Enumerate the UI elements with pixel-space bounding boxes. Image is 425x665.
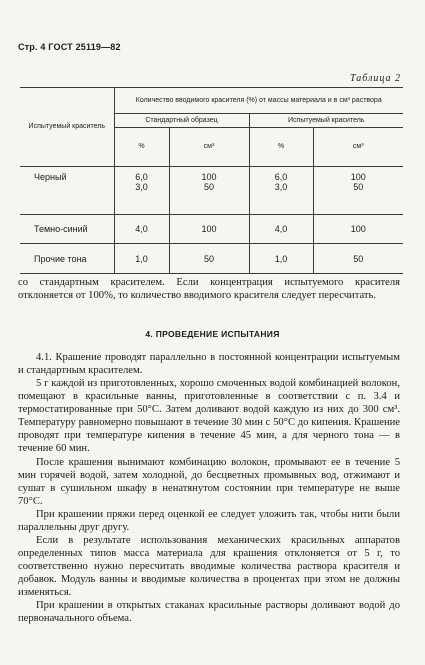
subheader-tested: Испытуемый краситель xyxy=(249,114,403,128)
paragraph: При крашении пряжи перед оценкой ее следует уложить так, чтобы нити были параллельны друг другу. xyxy=(18,509,400,533)
column-header-dye: Испытуемый краситель xyxy=(20,88,114,167)
section-title: 4. ПРОВЕДЕНИЕ ИСПЫТАНИЯ xyxy=(145,329,280,339)
table-cell: 100 xyxy=(169,215,249,244)
table-cell: 6,0 3,0 xyxy=(249,167,313,215)
table-cell: 50 xyxy=(169,244,249,274)
table-cell: 6,0 3,0 xyxy=(114,167,169,215)
paragraph: Если в результате использования механических красильных аппаратов определенных типов масса материала для крашения отклоняется от 5 г, то соответственно нужно пересчитать вводимые количества раствора красителя и добавок. Модуль ванны и вводимые количества в процентах при этом не должны изменяться. xyxy=(18,535,400,598)
table-cell: 1,0 xyxy=(249,244,313,274)
page-header: Стр. 4 ГОСТ 25119—82 xyxy=(18,42,121,52)
unit-percent: % xyxy=(114,128,169,167)
table-cell: 50 xyxy=(313,244,403,274)
paragraph: После крашения вынимают комбинацию волокон, промывают ее в течение 5 мин горячей водой, затем холодной, до бесцветных промывных вод, отжимают и сушат в сушильном шкафу в ненатянутом состоянии при температуре не выше 70°С. xyxy=(18,457,400,507)
table-caption: Таблица 2 xyxy=(350,73,401,84)
paragraph: При крашении в открытых стаканах красильные растворы доливают водой до первоначального объема. xyxy=(18,600,400,624)
table-row-label: Темно-синий xyxy=(20,215,114,244)
table-row-label: Черный xyxy=(20,167,114,215)
table-cell: 4,0 xyxy=(114,215,169,244)
unit-cm3: см³ xyxy=(169,128,249,167)
paragraph: 5 г каждой из приготовленных, хорошо смоченных водой комбинацией волокон, помещают в красильные ванны, приготовленные в соответствии с п. 3.4 и термостатированные при 50°С. Затем доливают водой каждую из них до 300 см³. Температуру равномерно повышают в течение 30 мин с 50°С до кипения. Крашение проводят при температуре кипения в течение 45 мин, а для черного тона — в течение 60 мин. xyxy=(18,378,400,454)
table-cell: 100 50 xyxy=(313,167,403,215)
table-cell: 1,0 xyxy=(114,244,169,274)
dye-quantity-table xyxy=(20,87,403,274)
table-cell: 4,0 xyxy=(249,215,313,244)
paragraph: 4.1. Крашение проводят параллельно в постоянной концентрации испытуемым и стандартным красителем. xyxy=(18,352,400,376)
section-body xyxy=(18,351,400,625)
subheader-standard: Стандартный образец xyxy=(114,114,249,128)
table-cell: 100 50 xyxy=(169,167,249,215)
unit-cm3: см³ xyxy=(313,128,403,167)
paragraph: со стандартным красителем. Если концентрация испытуемого красителя отклоняется от 100%, то количество вводимого красителя следует пересчитать. xyxy=(18,277,400,301)
table-row-label: Прочие тона xyxy=(20,244,114,274)
table-cell: 100 xyxy=(313,215,403,244)
column-header-quantity: Количество вводимого красителя (%) от массы материала и в см³ раствора xyxy=(114,88,403,114)
intro-text xyxy=(18,276,400,302)
unit-percent: % xyxy=(249,128,313,167)
